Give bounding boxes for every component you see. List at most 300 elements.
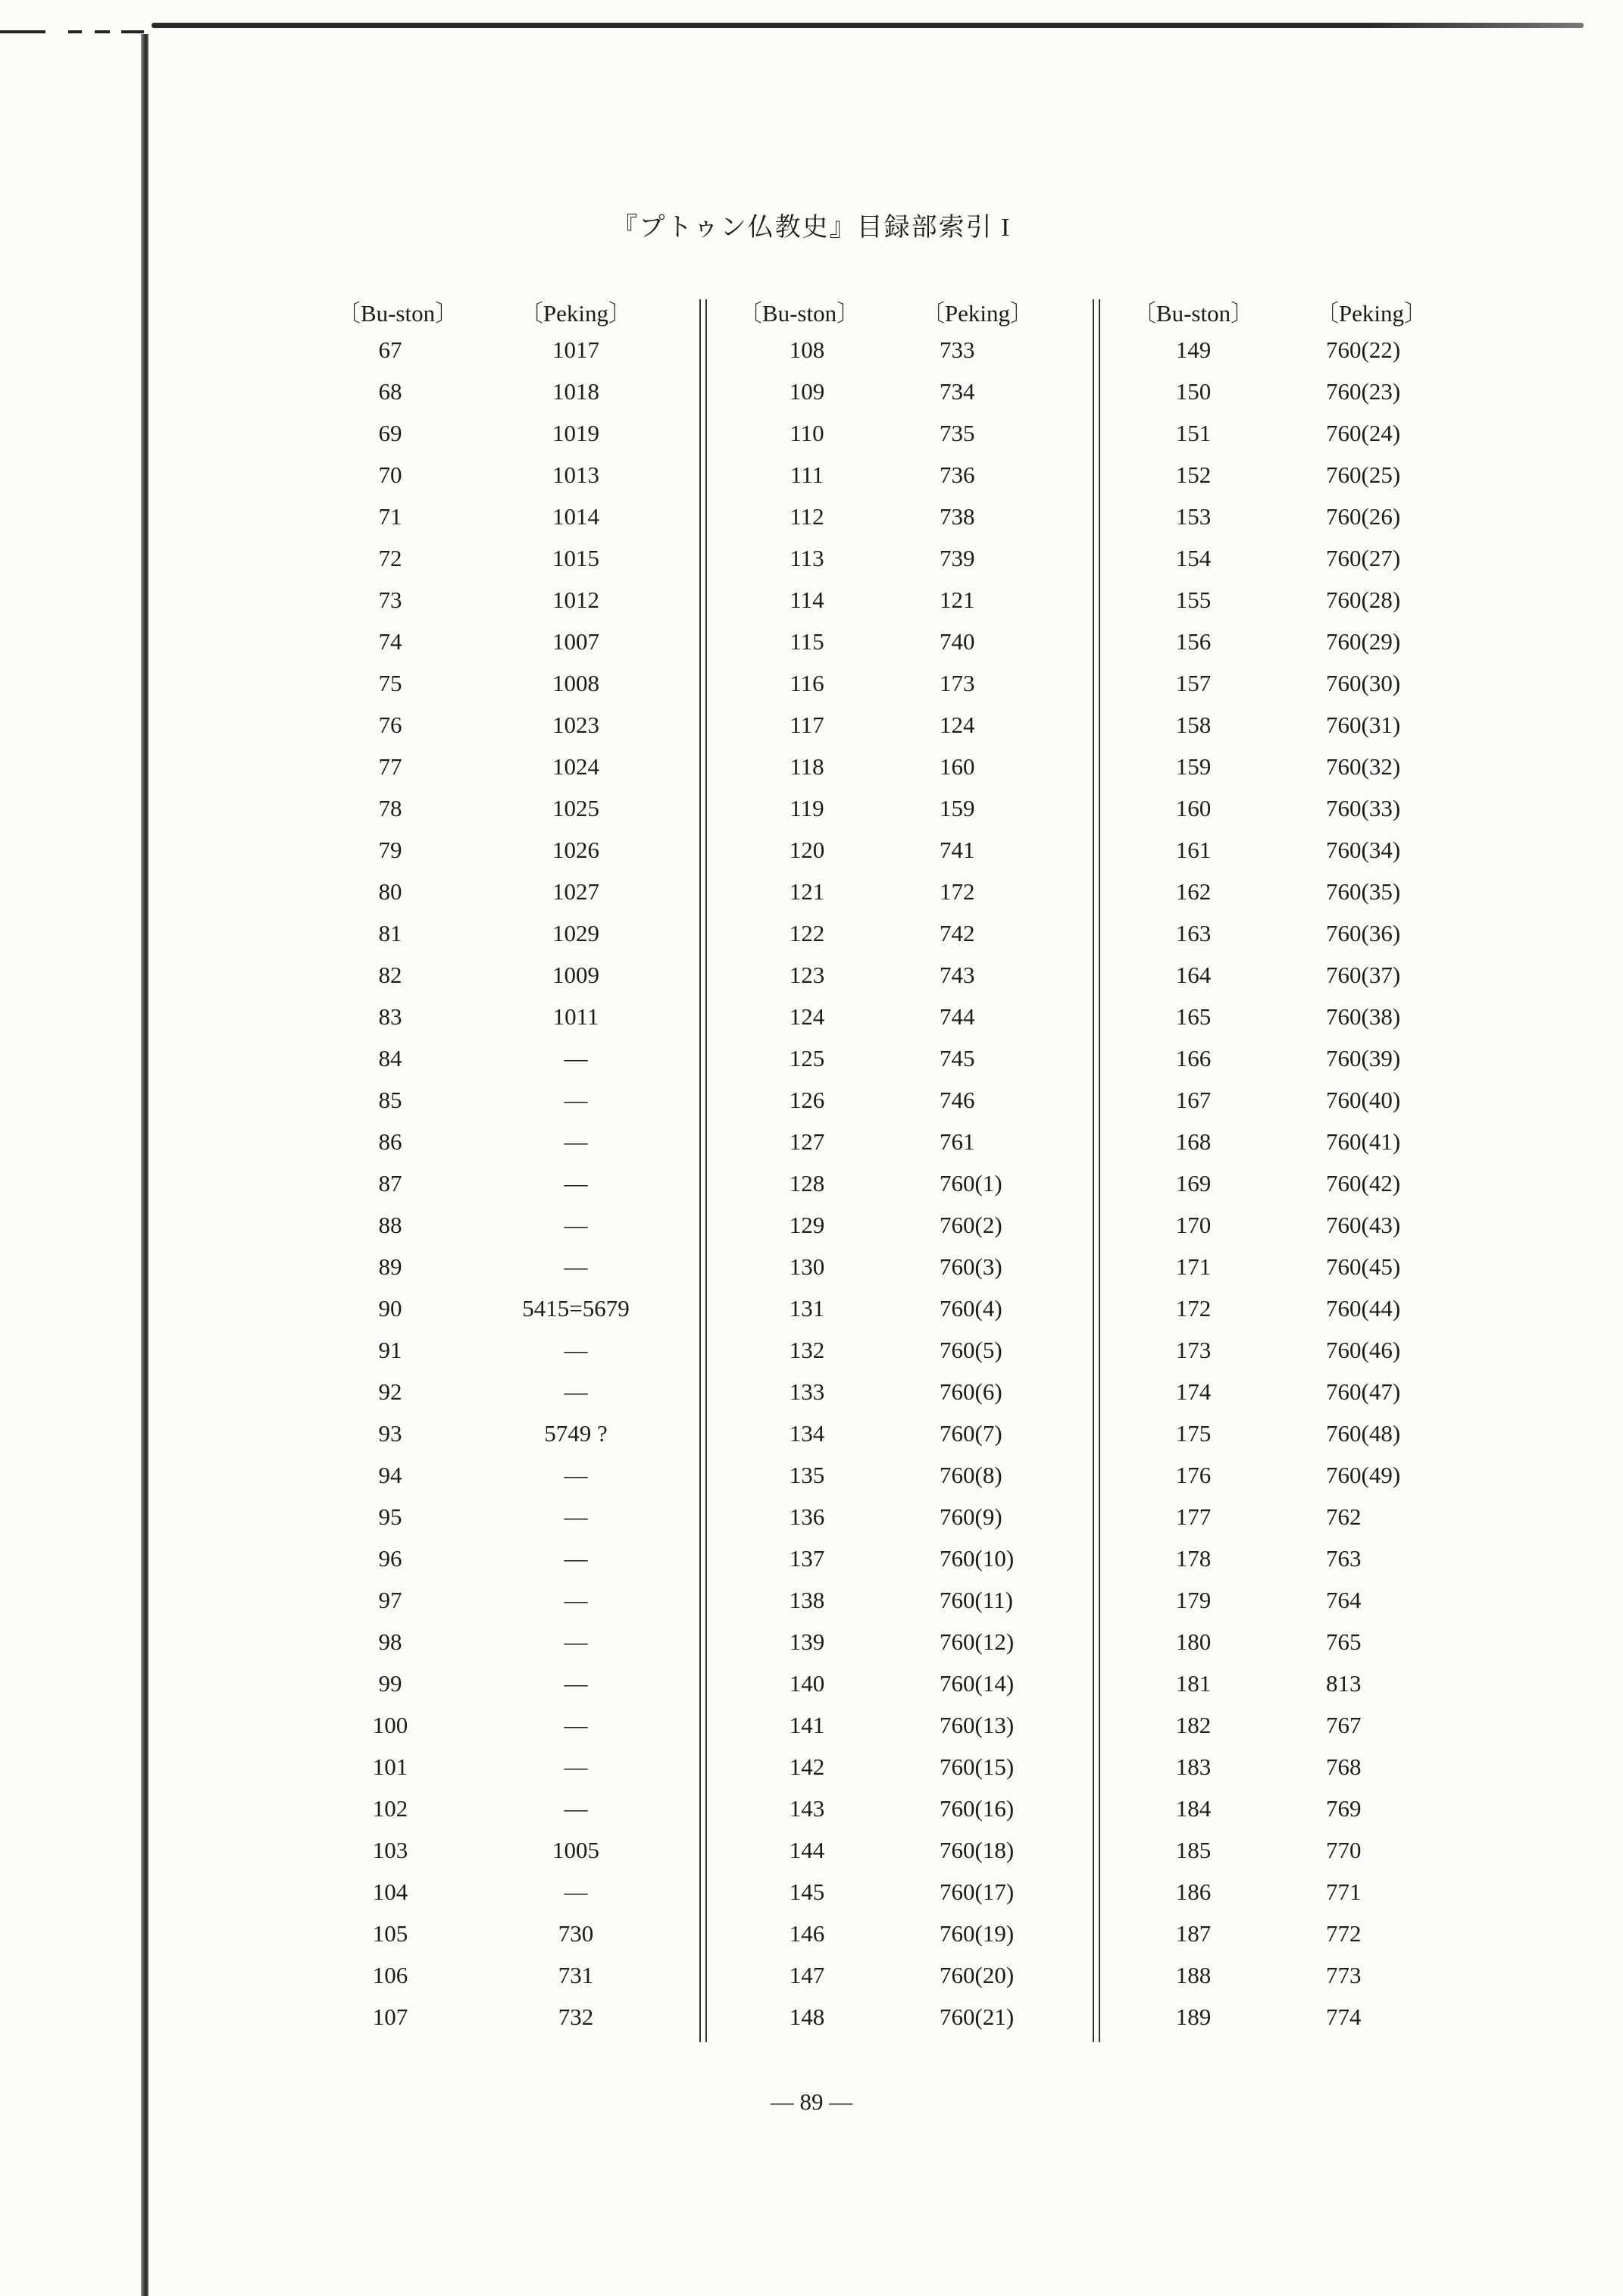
table-row bbox=[1114, 1037, 1538, 1079]
peking-number: 121 bbox=[940, 587, 975, 613]
table-row bbox=[720, 1663, 1144, 1704]
buston-number: 139 bbox=[789, 1628, 825, 1655]
buston-number: 176 bbox=[1175, 1462, 1212, 1488]
peking-number: 762 bbox=[1326, 1503, 1362, 1530]
table-row bbox=[1114, 662, 1538, 704]
peking-number: 760(3) bbox=[940, 1253, 1002, 1280]
peking-number: 760(35) bbox=[1326, 878, 1401, 905]
table-row bbox=[318, 1829, 743, 1871]
buston-number: 79 bbox=[378, 837, 402, 863]
table-row bbox=[318, 746, 743, 787]
buston-number: 95 bbox=[378, 1503, 402, 1530]
buston-number: 145 bbox=[789, 1878, 825, 1905]
peking-number: 1027 bbox=[552, 878, 599, 905]
table-row bbox=[318, 1204, 743, 1246]
table-row bbox=[720, 537, 1144, 579]
table-row bbox=[1114, 1496, 1538, 1537]
table-row bbox=[318, 1162, 743, 1204]
table-row bbox=[318, 1287, 743, 1329]
table-row bbox=[318, 412, 743, 454]
buston-number: 109 bbox=[789, 378, 825, 405]
buston-number: 110 bbox=[790, 420, 824, 446]
table-row bbox=[318, 1621, 743, 1663]
table-row bbox=[720, 704, 1144, 746]
table-row bbox=[720, 1871, 1144, 1913]
table-row bbox=[1114, 1162, 1538, 1204]
peking-number: 760(25) bbox=[1326, 461, 1401, 488]
peking-number: 765 bbox=[1326, 1628, 1362, 1655]
table-row bbox=[720, 454, 1144, 496]
buston-number: 128 bbox=[789, 1170, 825, 1196]
table-row bbox=[1114, 912, 1538, 954]
index-rows bbox=[1114, 329, 1538, 2038]
table-row bbox=[1114, 329, 1538, 371]
buston-number: 129 bbox=[789, 1212, 825, 1238]
table-row bbox=[720, 1537, 1144, 1579]
buston-number: 112 bbox=[790, 503, 824, 530]
buston-number: 96 bbox=[378, 1545, 402, 1572]
peking-number: 760(10) bbox=[940, 1545, 1015, 1572]
buston-number: 126 bbox=[789, 1087, 825, 1113]
peking-number: 767 bbox=[1326, 1712, 1362, 1738]
peking-number: 742 bbox=[940, 920, 975, 946]
buston-number: 77 bbox=[378, 753, 402, 780]
peking-number: 734 bbox=[940, 378, 975, 405]
peking-number: 173 bbox=[940, 670, 975, 696]
peking-number: 760(37) bbox=[1326, 962, 1401, 988]
peking-number: 760(39) bbox=[1326, 1045, 1401, 1071]
peking-number: 760(28) bbox=[1326, 587, 1401, 613]
peking-number: — bbox=[564, 1128, 588, 1155]
buston-number: 183 bbox=[1175, 1753, 1212, 1780]
table-row bbox=[318, 1871, 743, 1913]
table-row bbox=[1114, 371, 1538, 412]
table-row bbox=[1114, 1246, 1538, 1287]
table-row bbox=[720, 579, 1144, 621]
peking-number: — bbox=[564, 1253, 588, 1280]
table-row bbox=[720, 1829, 1144, 1871]
table-row bbox=[720, 412, 1144, 454]
binding-edge bbox=[141, 34, 149, 2296]
buston-number: 136 bbox=[789, 1503, 825, 1530]
peking-number: 760(1) bbox=[940, 1170, 1002, 1196]
peking-number: 733 bbox=[940, 336, 975, 363]
page-number: — 89 — bbox=[770, 2088, 853, 2115]
buston-number: 160 bbox=[1175, 795, 1212, 821]
table-row bbox=[720, 1954, 1144, 1996]
buston-number: 113 bbox=[790, 545, 824, 571]
table-row bbox=[1114, 1287, 1538, 1329]
peking-number: 746 bbox=[940, 1087, 975, 1113]
top-edge-dashes bbox=[0, 30, 152, 35]
table-row bbox=[720, 329, 1144, 371]
table-row bbox=[1114, 537, 1538, 579]
peking-number: 760(49) bbox=[1326, 1462, 1401, 1488]
table-row bbox=[1114, 1913, 1538, 1954]
table-row bbox=[318, 1496, 743, 1537]
peking-number: 768 bbox=[1326, 1753, 1362, 1780]
column-header bbox=[1114, 288, 1538, 329]
table-row bbox=[318, 829, 743, 871]
peking-number: 1017 bbox=[552, 336, 599, 363]
table-row bbox=[318, 329, 743, 371]
buston-number: 153 bbox=[1175, 503, 1212, 530]
peking-number: 760(7) bbox=[940, 1420, 1002, 1447]
peking-number: 760(31) bbox=[1326, 712, 1401, 738]
buston-number: 127 bbox=[789, 1128, 825, 1155]
table-row bbox=[318, 454, 743, 496]
peking-number: — bbox=[564, 1212, 588, 1238]
peking-number: 760(22) bbox=[1326, 336, 1401, 363]
table-row bbox=[1114, 621, 1538, 662]
table-row bbox=[720, 912, 1144, 954]
table-row bbox=[720, 1329, 1144, 1371]
table-row bbox=[1114, 996, 1538, 1037]
table-row bbox=[1114, 1621, 1538, 1663]
peking-number: 736 bbox=[940, 461, 975, 488]
peking-number: 160 bbox=[940, 753, 975, 780]
peking-number: 760(20) bbox=[940, 1962, 1015, 1988]
table-row bbox=[1114, 1371, 1538, 1412]
buston-number: 148 bbox=[789, 2004, 825, 2030]
table-row bbox=[720, 496, 1144, 537]
buston-number: 167 bbox=[1175, 1087, 1212, 1113]
table-row bbox=[318, 787, 743, 829]
buston-number: 86 bbox=[378, 1128, 402, 1155]
table-row bbox=[1114, 746, 1538, 787]
table-row bbox=[1114, 1954, 1538, 1996]
peking-number: 760(43) bbox=[1326, 1212, 1401, 1238]
peking-number: 731 bbox=[558, 1962, 594, 1988]
table-row bbox=[318, 1746, 743, 1788]
top-rule bbox=[152, 23, 1584, 28]
index-column-1 bbox=[318, 288, 743, 2038]
peking-number: 760(2) bbox=[940, 1212, 1002, 1238]
buston-number: 67 bbox=[378, 336, 402, 363]
buston-number: 150 bbox=[1175, 378, 1212, 405]
column-divider-double-rule bbox=[699, 299, 708, 2042]
table-row bbox=[1114, 1996, 1538, 2038]
peking-number: — bbox=[564, 1670, 588, 1697]
table-row bbox=[318, 1788, 743, 1829]
table-row bbox=[1114, 1579, 1538, 1621]
buston-number: 161 bbox=[1175, 837, 1212, 863]
buston-number: 89 bbox=[378, 1253, 402, 1280]
buston-number: 142 bbox=[789, 1753, 825, 1780]
table-row bbox=[1114, 1079, 1538, 1121]
buston-number: 130 bbox=[789, 1253, 825, 1280]
table-row bbox=[1114, 1537, 1538, 1579]
peking-number: 1018 bbox=[552, 378, 599, 405]
buston-number: 108 bbox=[789, 336, 825, 363]
buston-number: 144 bbox=[789, 1837, 825, 1863]
table-row bbox=[318, 954, 743, 996]
table-row bbox=[720, 1996, 1144, 2038]
table-row bbox=[720, 1412, 1144, 1454]
table-row bbox=[1114, 579, 1538, 621]
buston-number: 159 bbox=[1175, 753, 1212, 780]
buston-number: 98 bbox=[378, 1628, 402, 1655]
table-row bbox=[720, 1913, 1144, 1954]
buston-number: 116 bbox=[790, 670, 824, 696]
buston-number: 168 bbox=[1175, 1128, 1212, 1155]
peking-number: 744 bbox=[940, 1003, 975, 1030]
buston-number: 146 bbox=[789, 1920, 825, 1947]
peking-number: 760(41) bbox=[1326, 1128, 1401, 1155]
peking-number: 774 bbox=[1326, 2004, 1362, 2030]
buston-number: 141 bbox=[789, 1712, 825, 1738]
table-row bbox=[318, 912, 743, 954]
peking-number: 771 bbox=[1326, 1878, 1362, 1905]
table-row bbox=[1114, 1746, 1538, 1788]
peking-number: 760(42) bbox=[1326, 1170, 1401, 1196]
peking-number: 172 bbox=[940, 878, 975, 905]
peking-number: — bbox=[564, 1587, 588, 1613]
peking-number: 760(27) bbox=[1326, 545, 1401, 571]
peking-number: 760(9) bbox=[940, 1503, 1002, 1530]
table-row bbox=[720, 829, 1144, 871]
table-row bbox=[318, 1454, 743, 1496]
peking-number: 1013 bbox=[552, 461, 599, 488]
buston-number: 125 bbox=[789, 1045, 825, 1071]
table-row bbox=[1114, 871, 1538, 912]
table-row bbox=[1114, 1121, 1538, 1162]
table-row bbox=[720, 1579, 1144, 1621]
buston-number: 134 bbox=[789, 1420, 825, 1447]
buston-number: 94 bbox=[378, 1462, 402, 1488]
buston-number: 172 bbox=[1175, 1295, 1212, 1322]
buston-header: 〔Bu-ston〕 bbox=[1132, 300, 1255, 327]
peking-number: 760(6) bbox=[940, 1378, 1002, 1405]
buston-number: 157 bbox=[1175, 670, 1212, 696]
peking-number: 124 bbox=[940, 712, 975, 738]
table-row bbox=[720, 1287, 1144, 1329]
peking-number: 1019 bbox=[552, 420, 599, 446]
index-column-2 bbox=[720, 288, 1144, 2038]
buston-number: 187 bbox=[1175, 1920, 1212, 1947]
buston-number: 143 bbox=[789, 1795, 825, 1822]
peking-number: 763 bbox=[1326, 1545, 1362, 1572]
buston-number: 180 bbox=[1175, 1628, 1212, 1655]
table-row bbox=[720, 1746, 1144, 1788]
table-row bbox=[318, 1954, 743, 1996]
peking-number: 732 bbox=[558, 2004, 594, 2030]
buston-number: 84 bbox=[378, 1045, 402, 1071]
buston-number: 118 bbox=[790, 753, 824, 780]
buston-number: 158 bbox=[1175, 712, 1212, 738]
buston-number: 151 bbox=[1175, 420, 1212, 446]
peking-number: 1012 bbox=[552, 587, 599, 613]
table-row bbox=[720, 1162, 1144, 1204]
table-row bbox=[318, 1663, 743, 1704]
table-row bbox=[1114, 1454, 1538, 1496]
buston-number: 163 bbox=[1175, 920, 1212, 946]
table-row bbox=[318, 1037, 743, 1079]
table-row bbox=[318, 496, 743, 537]
peking-number: 1026 bbox=[552, 837, 599, 863]
buston-number: 174 bbox=[1175, 1378, 1212, 1405]
table-row bbox=[1114, 829, 1538, 871]
table-row bbox=[1114, 1829, 1538, 1871]
peking-number: 760(36) bbox=[1326, 920, 1401, 946]
table-row bbox=[720, 1204, 1144, 1246]
table-row bbox=[318, 871, 743, 912]
index-rows bbox=[720, 329, 1144, 2038]
table-row bbox=[318, 1079, 743, 1121]
buston-number: 92 bbox=[378, 1378, 402, 1405]
buston-number: 164 bbox=[1175, 962, 1212, 988]
buston-number: 117 bbox=[790, 712, 824, 738]
peking-header: 〔Peking〕 bbox=[519, 300, 633, 327]
buston-number: 154 bbox=[1175, 545, 1212, 571]
table-row bbox=[1114, 1871, 1538, 1913]
peking-number: 1009 bbox=[552, 962, 599, 988]
peking-number: — bbox=[564, 1462, 588, 1488]
table-row bbox=[1114, 787, 1538, 829]
peking-number: 760(18) bbox=[940, 1837, 1015, 1863]
peking-number: 738 bbox=[940, 503, 975, 530]
buston-header: 〔Bu-ston〕 bbox=[336, 300, 459, 327]
peking-number: 745 bbox=[940, 1045, 975, 1071]
table-row bbox=[318, 579, 743, 621]
table-row bbox=[1114, 1788, 1538, 1829]
table-row bbox=[720, 662, 1144, 704]
buston-number: 137 bbox=[789, 1545, 825, 1572]
peking-number: — bbox=[564, 1545, 588, 1572]
table-row bbox=[720, 996, 1144, 1037]
table-row bbox=[720, 1121, 1144, 1162]
buston-number: 175 bbox=[1175, 1420, 1212, 1447]
buston-number: 152 bbox=[1175, 461, 1212, 488]
page-title: 『プトゥン仏教史』目録部索引 I bbox=[611, 214, 1012, 242]
table-row bbox=[1114, 1704, 1538, 1746]
buston-number: 99 bbox=[378, 1670, 402, 1697]
table-row bbox=[720, 954, 1144, 996]
index-rows bbox=[318, 329, 743, 2038]
peking-number: 1029 bbox=[552, 920, 599, 946]
buston-number: 149 bbox=[1175, 336, 1212, 363]
buston-number: 88 bbox=[378, 1212, 402, 1238]
table-row bbox=[720, 1704, 1144, 1746]
peking-number: 760(29) bbox=[1326, 628, 1401, 655]
peking-number: 1024 bbox=[552, 753, 599, 780]
peking-number: 739 bbox=[940, 545, 975, 571]
table-row bbox=[720, 1079, 1144, 1121]
buston-number: 106 bbox=[372, 1962, 408, 1988]
buston-number: 100 bbox=[372, 1712, 408, 1738]
table-row bbox=[1114, 1329, 1538, 1371]
peking-number: 760(40) bbox=[1326, 1087, 1401, 1113]
peking-header: 〔Peking〕 bbox=[921, 300, 1034, 327]
table-row bbox=[318, 1329, 743, 1371]
table-row bbox=[1114, 704, 1538, 746]
table-row bbox=[1114, 496, 1538, 537]
buston-number: 171 bbox=[1175, 1253, 1212, 1280]
peking-number: — bbox=[564, 1170, 588, 1196]
peking-number: 5415=5679 bbox=[522, 1295, 630, 1322]
buston-number: 166 bbox=[1175, 1045, 1212, 1071]
table-row bbox=[1114, 954, 1538, 996]
buston-number: 189 bbox=[1175, 2004, 1212, 2030]
peking-number: 760(48) bbox=[1326, 1420, 1401, 1447]
buston-number: 123 bbox=[789, 962, 825, 988]
peking-number: 159 bbox=[940, 795, 975, 821]
peking-number: 760(47) bbox=[1326, 1378, 1401, 1405]
buston-number: 97 bbox=[378, 1587, 402, 1613]
buston-number: 68 bbox=[378, 378, 402, 405]
table-row bbox=[1114, 454, 1538, 496]
buston-number: 119 bbox=[790, 795, 824, 821]
peking-number: — bbox=[564, 1878, 588, 1905]
peking-number: 760(45) bbox=[1326, 1253, 1401, 1280]
buston-number: 74 bbox=[378, 628, 402, 655]
peking-number: — bbox=[564, 1753, 588, 1780]
buston-number: 170 bbox=[1175, 1212, 1212, 1238]
table-row bbox=[318, 1704, 743, 1746]
peking-number: 730 bbox=[558, 1920, 594, 1947]
peking-number: 740 bbox=[940, 628, 975, 655]
peking-number: 760(11) bbox=[940, 1587, 1013, 1613]
table-row bbox=[720, 1371, 1144, 1412]
table-row bbox=[318, 1913, 743, 1954]
table-row bbox=[720, 1037, 1144, 1079]
peking-number: 1025 bbox=[552, 795, 599, 821]
buston-number: 121 bbox=[789, 878, 825, 905]
column-header bbox=[720, 288, 1144, 329]
buston-number: 188 bbox=[1175, 1962, 1212, 1988]
buston-number: 184 bbox=[1175, 1795, 1212, 1822]
buston-number: 102 bbox=[372, 1795, 408, 1822]
buston-number: 107 bbox=[372, 2004, 408, 2030]
table-row bbox=[318, 1246, 743, 1287]
buston-number: 186 bbox=[1175, 1878, 1212, 1905]
table-row bbox=[1114, 412, 1538, 454]
table-row bbox=[318, 371, 743, 412]
peking-number: 760(23) bbox=[1326, 378, 1401, 405]
table-row bbox=[1114, 1204, 1538, 1246]
buston-number: 182 bbox=[1175, 1712, 1212, 1738]
table-row bbox=[1114, 1663, 1538, 1704]
column-divider-double-rule bbox=[1093, 299, 1102, 2042]
peking-header: 〔Peking〕 bbox=[1315, 300, 1428, 327]
peking-number: 760(32) bbox=[1326, 753, 1401, 780]
buston-header: 〔Bu-ston〕 bbox=[738, 300, 861, 327]
peking-number: 760(5) bbox=[940, 1337, 1002, 1363]
table-row bbox=[720, 1454, 1144, 1496]
peking-number: 764 bbox=[1326, 1587, 1362, 1613]
buston-number: 93 bbox=[378, 1420, 402, 1447]
table-row bbox=[720, 1496, 1144, 1537]
buston-number: 178 bbox=[1175, 1545, 1212, 1572]
peking-number: 1023 bbox=[552, 712, 599, 738]
peking-number: 743 bbox=[940, 962, 975, 988]
buston-number: 155 bbox=[1175, 587, 1212, 613]
buston-number: 101 bbox=[372, 1753, 408, 1780]
peking-number: — bbox=[564, 1378, 588, 1405]
table-row bbox=[720, 746, 1144, 787]
buston-number: 133 bbox=[789, 1378, 825, 1405]
buston-number: 147 bbox=[789, 1962, 825, 1988]
peking-number: 760(44) bbox=[1326, 1295, 1401, 1322]
peking-number: 760(26) bbox=[1326, 503, 1401, 530]
buston-number: 75 bbox=[378, 670, 402, 696]
peking-number: 760(19) bbox=[940, 1920, 1015, 1947]
peking-number: 760(46) bbox=[1326, 1337, 1401, 1363]
peking-number: 813 bbox=[1326, 1670, 1362, 1697]
table-row bbox=[318, 1412, 743, 1454]
table-row bbox=[720, 1621, 1144, 1663]
peking-number: 1014 bbox=[552, 503, 599, 530]
